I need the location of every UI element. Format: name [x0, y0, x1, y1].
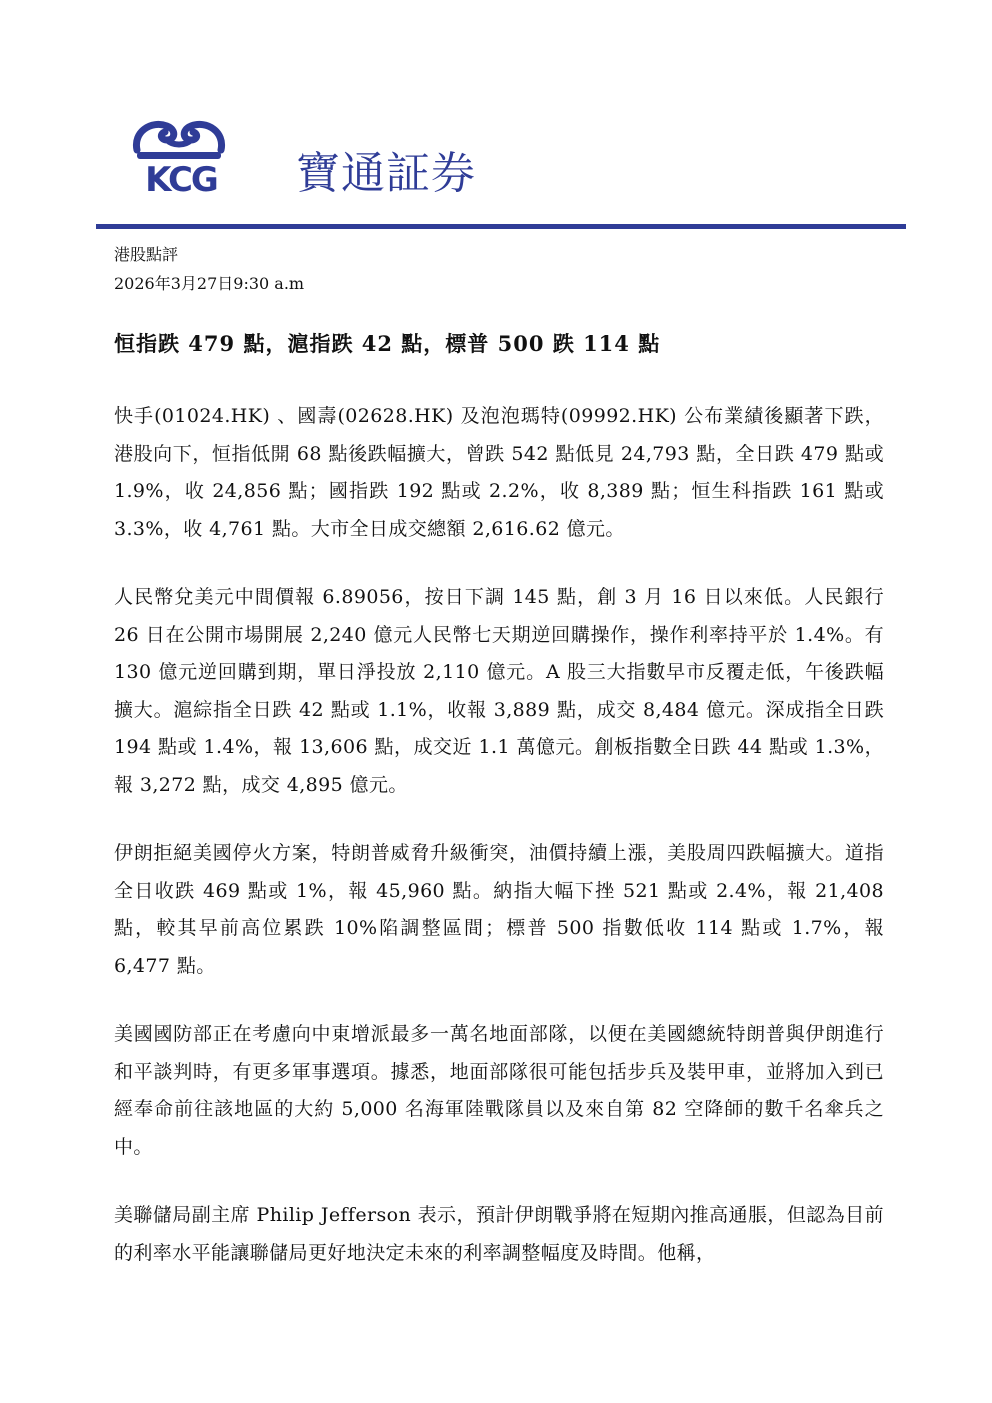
- paragraph-us-military: 美國國防部正在考慮向中東增派最多一萬名地面部隊，以便在美國總統特朗普與伊朗進行和平談判時，有更多軍事選項。據悉，地面部隊很可能包括步兵及裝甲車，並將加入到已經奉命前往該地區的大約 5,000 名海軍陸戰隊員以及來自第 82 空降師的數千名傘兵之中。: [114, 1023, 884, 1158]
- paragraph-hk-market: 快手(01024.HK) 、國壽(02628.HK) 及泡泡瑪特(09992.HK) 公布業績後顯著下跌，港股向下，恒指低開 68 點後跌幅擴大，曾跌 542 點低見 24,793 點，全日跌 479 點或 1.9%，收 24,856 點；國指跌 192 點或 2.2%，收 8,389 點；恒生科指跌 161 點或 3.3%，收 4,761 點。大市全日成交總額 2,616.62 億元。: [114, 405, 884, 540]
- header-divider: [96, 224, 906, 229]
- article-body: [114, 398, 884, 1303]
- paragraph-fed-comment: 美聯儲局副主席 Philip Jefferson 表示，預計伊朗戰爭將在短期內推高通脹，但認為目前的利率水平能讓聯儲局更好地決定未來的利率調整幅度及時間。他稱，: [114, 1204, 884, 1264]
- kcg-logo: [131, 110, 227, 200]
- company-name: 寶通証券: [296, 148, 476, 199]
- document-meta: [114, 240, 304, 298]
- section-label: 港股點評: [114, 245, 179, 264]
- logo-wordmark: KCG: [145, 160, 217, 200]
- publish-datetime: 2026年3月27日9:30 a.m: [114, 274, 305, 293]
- paragraph-us-market: 伊朗拒絕美國停火方案，特朗普威脅升級衝突，油價持續上漲，美股周四跌幅擴大。道指全日收跌 469 點或 1%，報 45,960 點。納指大幅下挫 521 點或 2.4%，報 21,408 點，較其早前高位累跌 10%陷調整區間；標普 500 指數低收 114 點或 1.7%，報 6,477 點。: [114, 842, 884, 977]
- letterhead: [0, 0, 992, 230]
- paragraph-china-market: 人民幣兌美元中間價報 6.89056，按日下調 145 點，創 3 月 16 日以來低。人民銀行 26 日在公開市場開展 2,240 億元人民幣七天期逆回購操作，操作利率持平於 1.4%。有 130 億元逆回購到期，單日淨投放 2,110 億元。A 股三大指數早市反覆走低，午後跌幅擴大。滬綜指全日跌 42 點或 1.1%，收報 3,889 點，成交 8,484 億元。深成指全日跌 194 點或 1.4%，報 13,606 點，成交近 1.1 萬億元。創板指數全日跌 44 點或 1.3%，報 3,272 點，成交 4,895 億元。: [114, 586, 884, 796]
- headline: 恒指跌 479 點，滬指跌 42 點，標普 500 跌 114 點: [114, 331, 661, 356]
- logo-emblem-icon: [131, 110, 227, 166]
